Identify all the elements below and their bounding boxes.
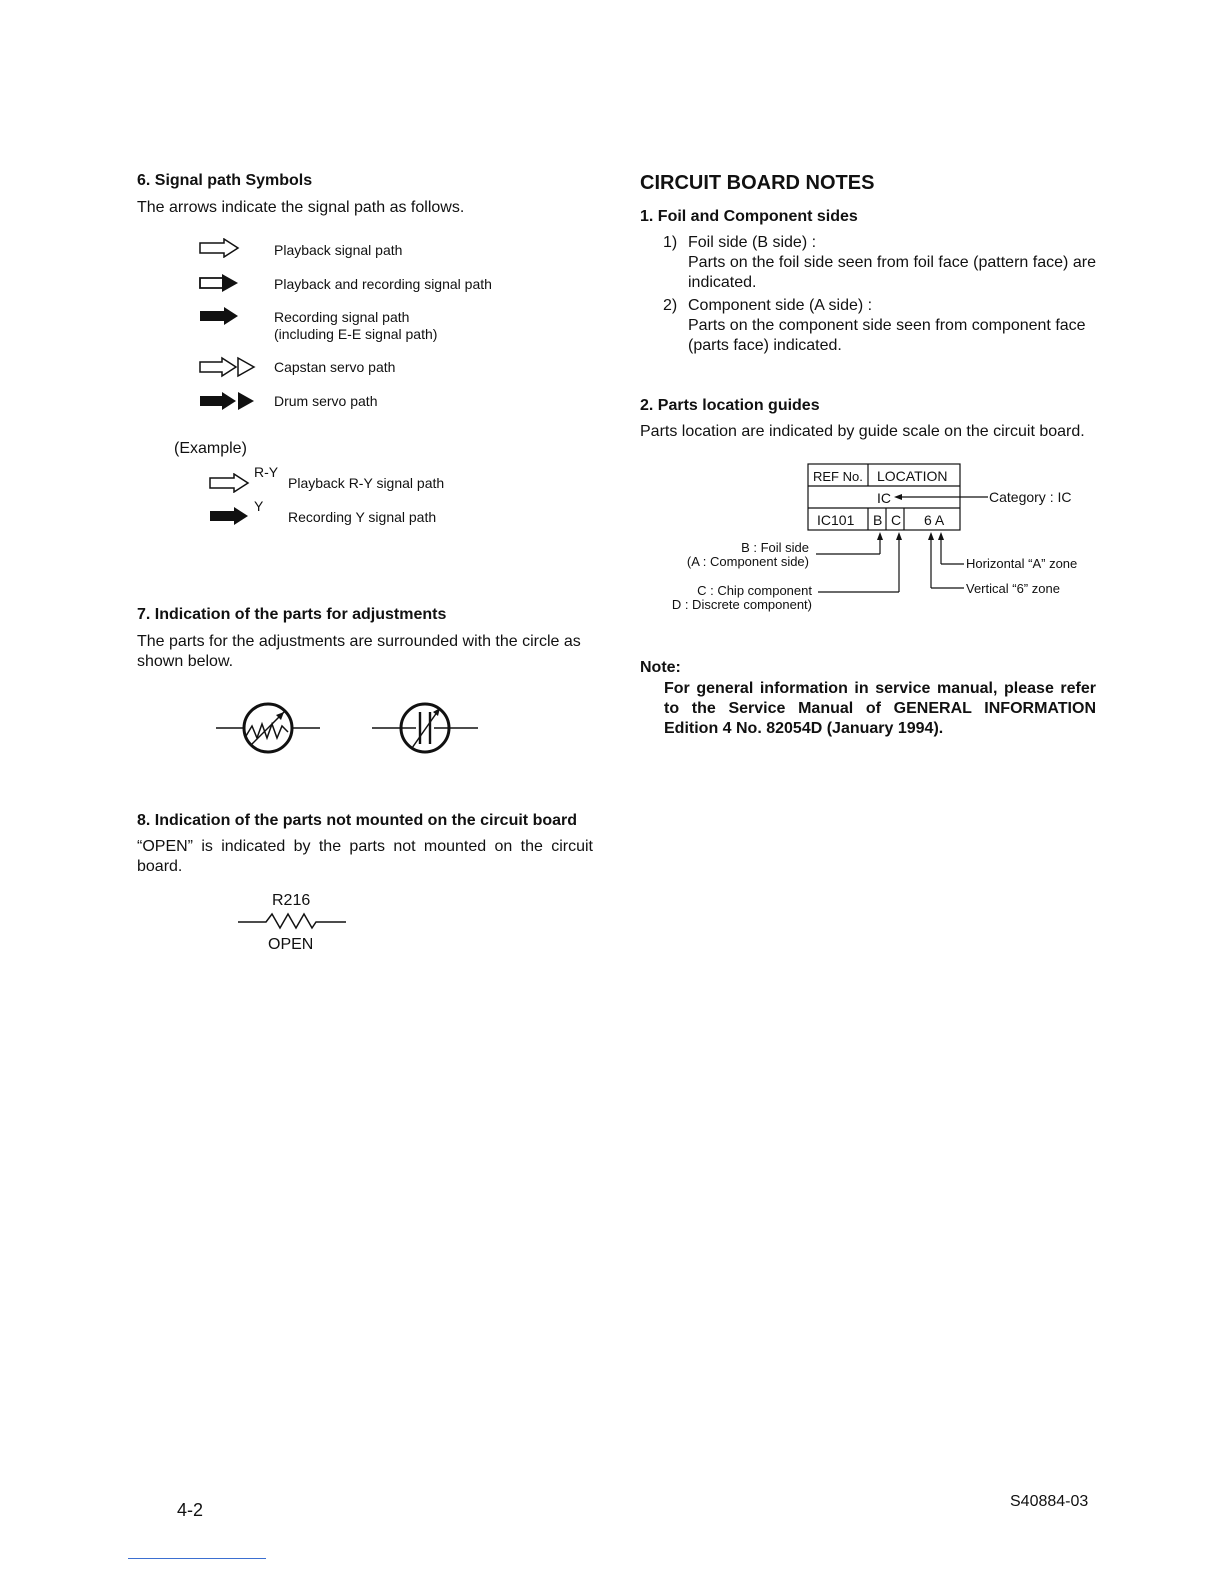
half-filled-arrow-icon	[198, 273, 242, 293]
diagram-horizontal-label: Horizontal “A” zone	[966, 556, 1078, 571]
parts-location-diagram	[650, 458, 1100, 618]
example-label: (Example)	[174, 440, 247, 457]
diagram-col1-header: REF No.	[813, 469, 863, 484]
diagram-type-value: C	[891, 512, 902, 528]
symbol-label-capstan: Capstan servo path	[274, 359, 396, 375]
diagram-d-label: D : Discrete component)	[671, 597, 812, 612]
hollow-arrow-icon	[208, 473, 252, 493]
diagram-b-label: B : Foil side	[741, 540, 809, 555]
diagram-ref-value: IC101	[817, 512, 855, 528]
page-number: 4-2	[177, 1500, 204, 1520]
solid-arrow-icon	[208, 506, 252, 526]
note-label: Note:	[640, 659, 681, 676]
hollow-arrow-icon	[198, 238, 242, 258]
symbol-label-recording: Recording signal path	[274, 309, 410, 325]
section-2-text: Parts location are indicated by guide scale on the circuit board.	[640, 423, 1085, 440]
symbol-label-playback-recording: Playback and recording signal path	[274, 276, 492, 292]
symbol-label-drum: Drum servo path	[274, 393, 378, 409]
resistor-icon	[238, 910, 348, 930]
section-6-intro: The arrows indicate the signal path as follows.	[137, 199, 465, 216]
section-2-title: 2. Parts location guides	[640, 397, 820, 414]
diagram-col2-header: LOCATION	[877, 468, 948, 484]
diagram-a-label: (A : Component side)	[686, 554, 809, 569]
diagram-category-cell: IC	[877, 490, 891, 506]
page-title: CIRCUIT BOARD NOTES	[640, 172, 875, 194]
double-solid-arrow-icon	[198, 390, 258, 412]
section-6-title: 6. Signal path Symbols	[137, 172, 313, 189]
diagram-c-label: C : Chip component	[697, 583, 812, 598]
item-2-head: Component side (A side) :	[688, 297, 873, 314]
item-2-num: 2)	[663, 297, 678, 314]
resistor-state: OPEN	[268, 936, 314, 953]
section-8-title: 8. Indication of the parts not mounted on the circuit board	[137, 812, 578, 829]
example-tag-ry: R-Y	[254, 464, 279, 480]
diagram-zone-value: 6 A	[924, 512, 945, 528]
adjustable-resistor-icon	[216, 696, 320, 760]
diagram-vertical-label: Vertical “6” zone	[966, 581, 1060, 596]
footer-divider	[128, 1558, 266, 1559]
item-2-body: Parts on the component side seen from component face (parts face) indicated.	[688, 317, 1086, 354]
diagram-category-note: Category : IC	[989, 489, 1072, 505]
symbol-label-recording-note: (including E-E signal path)	[274, 326, 438, 342]
diagram-side-value: B	[873, 512, 883, 528]
section-7-text: The parts for the adjustments are surrounded with the circle as shown below.	[137, 633, 581, 670]
symbol-label-playback: Playback signal path	[274, 242, 403, 258]
doc-code: S40884-03	[1010, 1493, 1089, 1510]
section-8-text: “OPEN” is indicated by the parts not mounted on the circuit board.	[137, 838, 593, 875]
solid-arrow-icon	[198, 306, 242, 326]
item-1-body: Parts on the foil side seen from foil face (pattern face) are indicated.	[688, 254, 1096, 291]
example-label-y: Recording Y signal path	[288, 509, 437, 525]
item-1-num: 1)	[663, 234, 678, 251]
resistor-ref: R216	[272, 892, 311, 909]
example-label-ry: Playback R-Y signal path	[288, 475, 445, 491]
note-text: For general information in service manual, please refer to the Service Manual of GENERAL INFORMATION Edition 4 No. 82054D (January 1994).	[664, 680, 1096, 737]
item-1-head: Foil side (B side) :	[688, 234, 817, 251]
example-tag-y: Y	[254, 498, 264, 514]
section-1-title: 1. Foil and Component sides	[640, 208, 858, 225]
double-hollow-arrow-icon	[198, 356, 258, 378]
section-7-title: 7. Indication of the parts for adjustments	[137, 606, 447, 623]
adjustable-capacitor-icon	[372, 696, 478, 760]
